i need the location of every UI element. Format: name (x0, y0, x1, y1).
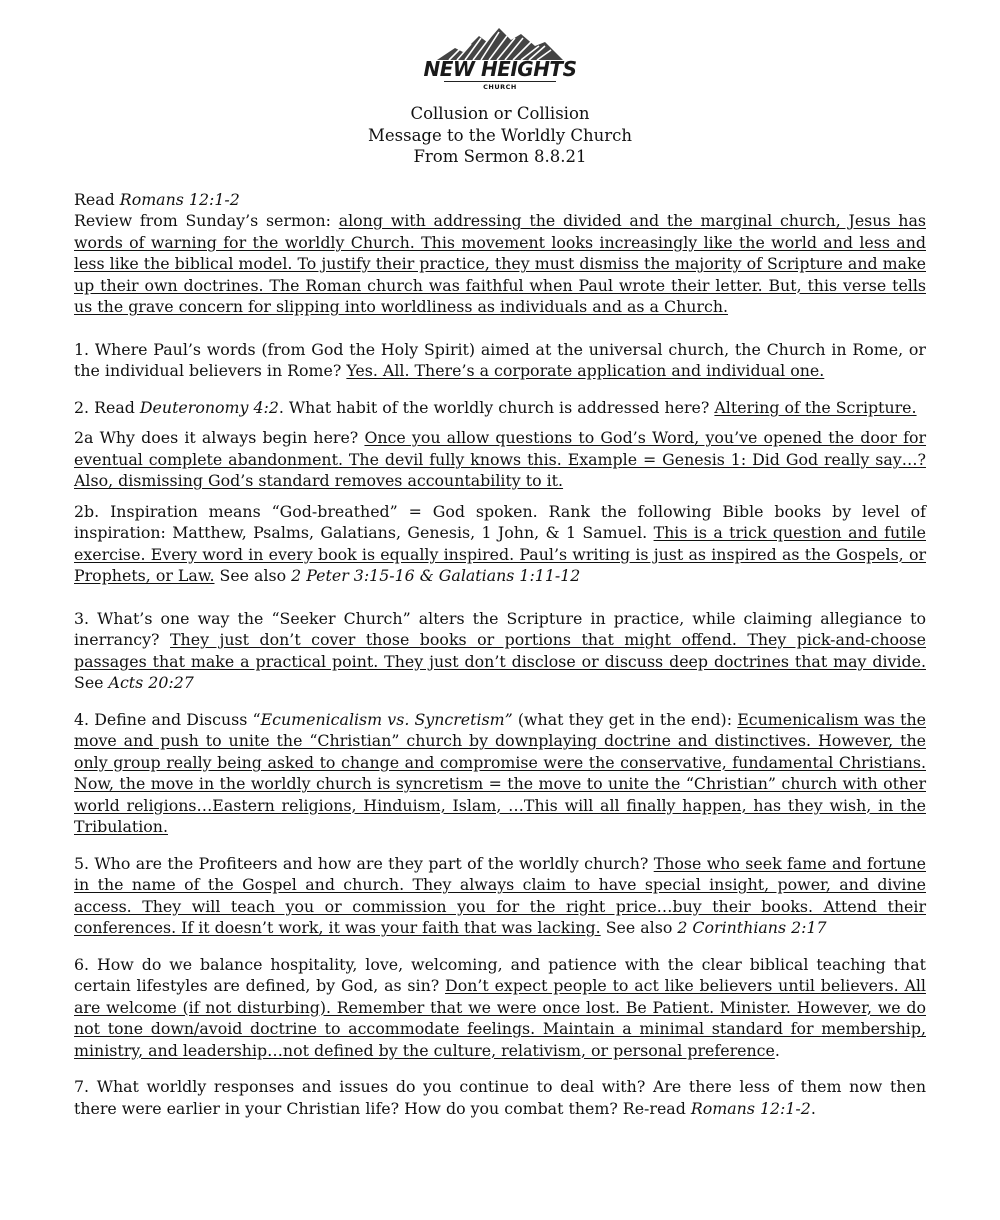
answer-4: Ecumenicalism was the move and push to unite the “Christian” church by downplaying doctrine and distinctives. However, the only group really being asked to change and compromise were the conservative, fundamental Christians. Now, the move in the worldly church is syncretism = the move to unite the “Christian” church with other world religions…Eastern religions, Hinduism, Islam, …This will all finally happen, has they wish, in the Tribulation. (74, 709, 926, 836)
answer-2b: This is a trick question and futile exercise. Every word in every book is equally inspired. Paul’s writing is just as inspired as the Gospels, or Prophets, or Law. (74, 523, 926, 585)
review-paragraph: Review from Sunday’s sermon: along with addressing the divided and the marginal church, Jesus has words of warning for the worldly Church. This movement looks increasingly like the world and less and less like the biblical model. To justify their practice, they must dismiss the majority of Scripture and make up their own doctrines. The Roman church was faithful when Paul wrote their letter. But, this verse tells us the grave concern for slipping into worldliness as individuals and as a Church. (74, 211, 926, 316)
church-logo (74, 26, 926, 91)
question-2b: 2b. Inspiration means “God-breathed” = God spoken. Rank the following Bible books by level of inspiration: Matthew, Psalms, Galatians, Genesis, 1 John, & 1 Samuel. This is a trick question and futile exercise. Every word in every book is equally inspired. Paul’s writing is just as inspired as the Gospels, or Prophets, or Law. See also 2 Peter 3:15-16 & Galatians 1:11-12 (74, 501, 926, 585)
scripture-ref: Romans 12:1-2 (119, 189, 240, 209)
document-title: Collusion or Collision (410, 104, 590, 123)
answer-5: Those who seek fame and fortune in the name of the Gospel and church. They always claim to have special insight, power, and divine access. They will teach you or commission you for the right price…buy their books. Attend their conferences. If it doesn’t work, it was your faith that was lacking. (74, 853, 926, 937)
answer-1: Yes. All. There’s a corporate application and individual one. (346, 361, 825, 380)
question-7: 7. What worldly responses and issues do you continue to deal with? Are there less of them now then there were earlier in your Christian life? How do you combat them? Re-read Romans 12:1-2. (74, 1077, 926, 1118)
question-3: 3. What’s one way the “Seeker Church” alters the Scripture in practice, while claiming allegiance to inerrancy? They just don’t cover those books or portions that might offend. They pick-and-choose passages that make a practical point. They just don’t disclose or discuss deep doctrines that may divide. See Acts 20:27 (74, 608, 926, 692)
question-6: 6. How do we balance hospitality, love, welcoming, and patience with the clear biblical teaching that certain lifestyles are defined, by God, as sin? Don’t expect people to act like believers until believers. All are welcome (if not disturbing). Remember that we were once lost. Be Patient. Minister. However, we do not tone down/avoid doctrine to accommodate feelings. Maintain a minimal standard for membership, ministry, and leadership…not defined by the culture, relativism, or personal preference. (74, 954, 926, 1060)
scripture-ref: 2 Peter 3:15-16 & Galatians 1:11-12 (291, 566, 581, 585)
answer-6: Don’t expect people to act like believers until believers. All are welcome (if not disturbing). Remember that we were once lost. Be Patient. Minister. However, we do not tone down/avoid doctrine to accommodate feelings. Maintain a minimal standard for membership, ministry, and leadership…not defined by the culture, relativism, or personal preference (74, 976, 926, 1060)
question-2: 2. Read Deuteronomy 4:2. What habit of the worldly church is addressed here? Altering of the Scripture. (74, 397, 917, 417)
document-header (74, 103, 926, 168)
sermon-date: From Sermon 8.8.21 (413, 147, 587, 166)
question-2a: 2a Why does it always begin here? Once you allow questions to God’s Word, you’ve opened the door for eventual complete abandonment. The devil fully knows this. Example = Genesis 1: Did God really say…? Also, dismissing God’s standard removes accountability to it. (74, 428, 927, 490)
term-ref: Ecumenicalism vs. Syncretism” (260, 709, 513, 729)
question-5: 5. Who are the Profiteers and how are they part of the worldly church? Those who seek fame and fortune in the name of the Gospel and church. They always claim to have special insight, power, and divine access. They will teach you or commission you for the right price…buy their books. Attend their conferences. If it doesn’t work, it was your faith that was lacking. See also 2 Corinthians 2:17 (74, 853, 926, 937)
scripture-ref: Acts 20:27 (108, 673, 194, 692)
scripture-ref: Deuteronomy 4:2 (139, 397, 279, 417)
scripture-ref: 2 Corinthians 2:17 (677, 918, 827, 937)
answer-2a: Once you allow questions to God’s Word, you’ve opened the door for eventual complete abandonment. The devil fully knows this. Example = Genesis 1: Did God really say…? Also, dismissing God’s standard removes accountability to it. (74, 428, 927, 490)
question-4: 4. Define and Discuss “Ecumenicalism vs. Syncretism” (what they get in the end): Ecumenicalism was the move and push to unite the “Christian” church by downplaying doctrine and distinctives. However, the only group really being asked to change and compromise were the conservative, fundamental Christians. Now, the move in the worldly church is syncretism = the move to unite the “Christian” church with other world religions…Eastern religions, Hinduism, Islam, …This will all finally happen, has they wish, in the Tribulation. (74, 709, 926, 836)
review-answer: along with addressing the divided and the marginal church, Jesus has words of warning for the worldly Church. This movement looks increasingly like the world and less and less like the biblical model. To justify their practice, they must dismiss the majority of Scripture and make up their own doctrines. The Roman church was faithful when Paul wrote their letter. But, this verse tells us the grave concern for slipping into worldliness as individuals and as a Church. (74, 211, 926, 316)
scripture-ref: Romans 12:1-2 (690, 1098, 811, 1118)
document-subtitle: Message to the Worldly Church (367, 125, 633, 145)
question-1: 1. Where Paul’s words (from God the Holy Spirit) aimed at the universal church, the Church in Rome, or the individual believers in Rome? Yes. All. There’s a corporate application and individual one. (74, 339, 926, 380)
answer-3: They just don’t cover those books or portions that might offend. They pick-and-choose passages that make a practical point. They just don’t disclose or discuss deep doctrines that may divide. (74, 630, 926, 671)
logo-divider (444, 81, 556, 82)
logo-subtext: CHURCH (483, 83, 517, 91)
read-line: Read Romans 12:1-2 (74, 189, 240, 209)
answer-2: Altering of the Scripture. (714, 397, 917, 417)
logo-wordmark: NEW HEIGHTS (423, 57, 577, 81)
study-content (74, 189, 926, 1120)
